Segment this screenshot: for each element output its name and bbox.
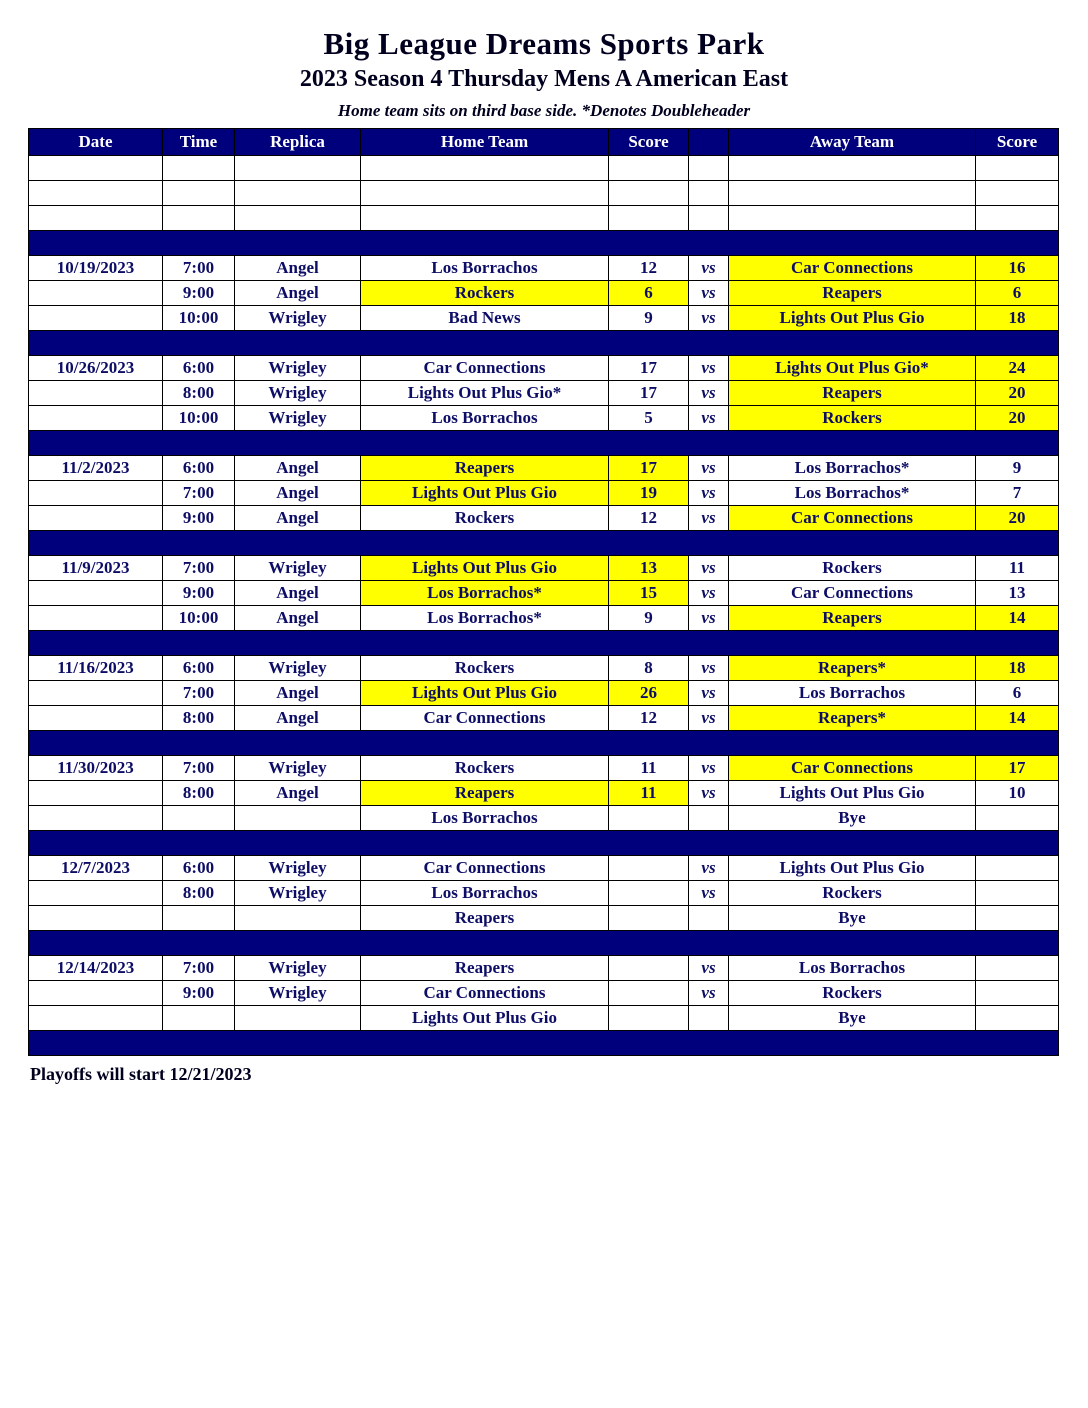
time-cell [163,906,235,931]
game-row [29,856,1059,881]
away-team-cell: Car Connections [729,581,976,606]
home-score-cell: 12 [609,506,689,531]
empty-cell [163,156,235,181]
date-cell [29,306,163,331]
game-row [29,956,1059,981]
away-team-cell: Rockers [729,556,976,581]
column-header-score: Score [976,129,1059,156]
home-score-cell: 12 [609,256,689,281]
time-cell: 10:00 [163,306,235,331]
date-cell: 12/7/2023 [29,856,163,881]
time-cell: 8:00 [163,781,235,806]
away-team-cell: Lights Out Plus Gio* [729,356,976,381]
replica-cell: Angel [235,706,361,731]
separator-row [29,731,1059,756]
empty-cell [609,181,689,206]
away-score-cell [976,856,1059,881]
date-cell [29,806,163,831]
time-cell: 6:00 [163,856,235,881]
time-cell: 9:00 [163,981,235,1006]
away-score-cell: 24 [976,356,1059,381]
game-row [29,506,1059,531]
replica-cell: Wrigley [235,556,361,581]
separator-row [29,931,1059,956]
empty-cell [729,181,976,206]
game-row [29,281,1059,306]
vs-cell: vs [689,956,729,981]
away-team-cell: Car Connections [729,506,976,531]
empty-row [29,181,1059,206]
time-cell [163,1006,235,1031]
away-team-cell: Reapers* [729,706,976,731]
date-cell: 11/30/2023 [29,756,163,781]
date-cell [29,281,163,306]
empty-cell [235,156,361,181]
home-team-cell: Reapers [361,781,609,806]
away-score-cell [976,906,1059,931]
away-score-cell [976,881,1059,906]
home-score-cell [609,806,689,831]
away-score-cell: 7 [976,481,1059,506]
empty-cell [729,156,976,181]
home-team-cell: Car Connections [361,981,609,1006]
home-team-cell: Lights Out Plus Gio* [361,381,609,406]
playoffs-note: Playoffs will start 12/21/2023 [30,1064,252,1084]
game-row [29,681,1059,706]
date-cell [29,981,163,1006]
home-team-cell: Lights Out Plus Gio [361,681,609,706]
empty-cell [163,206,235,231]
home-team-cell: Rockers [361,281,609,306]
away-score-cell: 9 [976,456,1059,481]
away-score-cell [976,806,1059,831]
away-score-cell: 14 [976,706,1059,731]
vs-cell: vs [689,456,729,481]
replica-cell [235,906,361,931]
home-score-cell: 8 [609,656,689,681]
date-cell: 10/26/2023 [29,356,163,381]
vs-cell [689,1006,729,1031]
empty-cell [235,181,361,206]
separator-cell [29,531,1059,556]
date-cell: 12/14/2023 [29,956,163,981]
vs-cell: vs [689,381,729,406]
replica-cell: Wrigley [235,656,361,681]
home-score-cell [609,1006,689,1031]
vs-cell: vs [689,581,729,606]
vs-cell: vs [689,481,729,506]
away-team-cell: Reapers [729,381,976,406]
date-cell [29,581,163,606]
column-header-replica: Replica [235,129,361,156]
home-team-cell: Los Borrachos* [361,581,609,606]
date-cell: 11/9/2023 [29,556,163,581]
date-cell [29,406,163,431]
home-score-cell: 17 [609,356,689,381]
away-score-cell: 20 [976,406,1059,431]
home-score-cell: 13 [609,556,689,581]
away-score-cell: 14 [976,606,1059,631]
away-score-cell [976,981,1059,1006]
vs-cell [689,906,729,931]
date-cell [29,706,163,731]
game-row [29,656,1059,681]
home-score-cell: 11 [609,781,689,806]
away-score-cell: 18 [976,656,1059,681]
replica-cell: Wrigley [235,306,361,331]
home-score-cell: 11 [609,756,689,781]
empty-row [29,206,1059,231]
date-cell [29,381,163,406]
game-row [29,256,1059,281]
home-score-cell [609,881,689,906]
replica-cell [235,806,361,831]
separator-row [29,531,1059,556]
away-team-cell: Lights Out Plus Gio [729,306,976,331]
home-score-cell: 9 [609,606,689,631]
game-row [29,756,1059,781]
replica-cell: Angel [235,256,361,281]
home-team-cell: Los Borrachos* [361,606,609,631]
game-row [29,556,1059,581]
replica-cell: Wrigley [235,406,361,431]
empty-cell [729,206,976,231]
home-team-cell: Los Borrachos [361,256,609,281]
home-score-cell: 17 [609,381,689,406]
vs-cell: vs [689,706,729,731]
date-cell [29,681,163,706]
date-cell [29,1006,163,1031]
away-team-cell: Car Connections [729,756,976,781]
replica-cell: Angel [235,781,361,806]
separator-row [29,331,1059,356]
time-cell: 7:00 [163,681,235,706]
home-team-cell: Lights Out Plus Gio [361,1006,609,1031]
home-team-cell: Lights Out Plus Gio [361,481,609,506]
game-row [29,406,1059,431]
away-score-cell: 13 [976,581,1059,606]
empty-cell [235,206,361,231]
separator-row [29,831,1059,856]
date-cell [29,506,163,531]
vs-cell: vs [689,881,729,906]
empty-cell [361,181,609,206]
time-cell: 7:00 [163,756,235,781]
away-score-cell [976,1006,1059,1031]
game-row [29,356,1059,381]
away-score-cell: 20 [976,381,1059,406]
replica-cell [235,1006,361,1031]
column-header-time: Time [163,129,235,156]
game-row [29,806,1059,831]
home-team-cell: Los Borrachos [361,406,609,431]
away-score-cell: 16 [976,256,1059,281]
separator-cell [29,931,1059,956]
home-score-cell: 5 [609,406,689,431]
away-team-cell: Rockers [729,881,976,906]
away-score-cell: 18 [976,306,1059,331]
replica-cell: Angel [235,606,361,631]
vs-cell: vs [689,556,729,581]
away-team-cell: Reapers* [729,656,976,681]
away-score-cell: 20 [976,506,1059,531]
replica-cell: Wrigley [235,856,361,881]
time-cell: 8:00 [163,881,235,906]
empty-cell [29,156,163,181]
replica-cell: Angel [235,281,361,306]
home-score-cell: 6 [609,281,689,306]
time-cell: 7:00 [163,956,235,981]
home-team-cell: Rockers [361,756,609,781]
game-row [29,981,1059,1006]
empty-cell [361,206,609,231]
vs-cell: vs [689,981,729,1006]
away-team-cell: Rockers [729,981,976,1006]
schedule-body [29,156,1059,1056]
date-cell: 11/2/2023 [29,456,163,481]
away-team-cell: Reapers [729,606,976,631]
time-cell: 6:00 [163,656,235,681]
vs-cell: vs [689,506,729,531]
away-score-cell: 6 [976,281,1059,306]
game-row [29,306,1059,331]
game-row [29,481,1059,506]
separator-cell [29,1031,1059,1056]
home-score-cell [609,981,689,1006]
away-team-cell: Los Borrachos* [729,481,976,506]
away-team-cell: Car Connections [729,256,976,281]
replica-cell: Angel [235,506,361,531]
vs-cell: vs [689,856,729,881]
game-row [29,781,1059,806]
column-header-home-team: Home Team [361,129,609,156]
time-cell: 9:00 [163,281,235,306]
replica-cell: Angel [235,456,361,481]
away-score-cell: 17 [976,756,1059,781]
away-team-cell: Lights Out Plus Gio [729,856,976,881]
time-cell: 10:00 [163,406,235,431]
separator-cell [29,431,1059,456]
replica-cell: Wrigley [235,756,361,781]
empty-cell [609,206,689,231]
time-cell: 8:00 [163,381,235,406]
home-team-cell: Rockers [361,506,609,531]
home-score-cell [609,856,689,881]
vs-cell: vs [689,606,729,631]
vs-cell: vs [689,756,729,781]
date-cell: 11/16/2023 [29,656,163,681]
time-cell: 8:00 [163,706,235,731]
game-row [29,381,1059,406]
away-team-cell: Rockers [729,406,976,431]
vs-cell: vs [689,256,729,281]
date-cell [29,906,163,931]
column-header-date: Date [29,129,163,156]
away-score-cell [976,956,1059,981]
home-team-cell: Reapers [361,456,609,481]
empty-cell [163,181,235,206]
empty-cell [689,181,729,206]
vs-cell: vs [689,356,729,381]
home-team-cell: Los Borrachos [361,881,609,906]
date-cell [29,781,163,806]
date-cell [29,481,163,506]
home-score-cell [609,906,689,931]
vs-cell: vs [689,681,729,706]
empty-cell [976,206,1059,231]
replica-cell: Angel [235,481,361,506]
away-score-cell: 6 [976,681,1059,706]
replica-cell: Wrigley [235,881,361,906]
vs-cell: vs [689,656,729,681]
empty-row [29,156,1059,181]
empty-cell [689,156,729,181]
home-team-cell: Car Connections [361,356,609,381]
time-cell: 6:00 [163,456,235,481]
time-cell: 7:00 [163,256,235,281]
header-row [29,129,1059,156]
vs-cell: vs [689,306,729,331]
page-title: Big League Dreams Sports Park [323,26,765,61]
separator-row [29,431,1059,456]
game-row [29,581,1059,606]
time-cell: 9:00 [163,506,235,531]
vs-cell: vs [689,281,729,306]
season-subtitle: 2023 Season 4 Thursday Mens A American East [299,66,789,92]
home-team-cell: Reapers [361,906,609,931]
home-team-cell: Car Connections [361,706,609,731]
game-row [29,456,1059,481]
vs-cell [689,806,729,831]
empty-cell [29,206,163,231]
home-score-cell: 9 [609,306,689,331]
replica-cell: Wrigley [235,956,361,981]
column-header-away-team: Away Team [729,129,976,156]
home-team-cell: Rockers [361,656,609,681]
schedule-note: Home team sits on third base side. *Denotes Doubleheader [337,101,751,120]
empty-cell [361,156,609,181]
home-team-cell: Los Borrachos [361,806,609,831]
away-team-cell: Lights Out Plus Gio [729,781,976,806]
empty-cell [689,206,729,231]
time-cell: 7:00 [163,481,235,506]
away-score-cell: 10 [976,781,1059,806]
away-team-cell: Reapers [729,281,976,306]
separator-row [29,1031,1059,1056]
away-score-cell: 11 [976,556,1059,581]
home-score-cell: 15 [609,581,689,606]
schedule-table [28,128,1059,1056]
time-cell [163,806,235,831]
home-team-cell: Car Connections [361,856,609,881]
replica-cell: Angel [235,681,361,706]
separator-cell [29,831,1059,856]
empty-cell [609,156,689,181]
date-cell: 10/19/2023 [29,256,163,281]
empty-cell [976,156,1059,181]
away-team-cell: Bye [729,1006,976,1031]
home-score-cell: 12 [609,706,689,731]
away-team-cell: Bye [729,806,976,831]
away-team-cell: Bye [729,906,976,931]
game-row [29,706,1059,731]
empty-cell [29,181,163,206]
column-header-score: Score [609,129,689,156]
game-row [29,606,1059,631]
game-row [29,881,1059,906]
separator-cell [29,331,1059,356]
away-team-cell: Los Borrachos* [729,456,976,481]
time-cell: 6:00 [163,356,235,381]
separator-row [29,231,1059,256]
column-header-vs [689,129,729,156]
home-score-cell: 26 [609,681,689,706]
game-row [29,1006,1059,1031]
replica-cell: Wrigley [235,981,361,1006]
away-team-cell: Los Borrachos [729,681,976,706]
home-team-cell: Reapers [361,956,609,981]
home-team-cell: Lights Out Plus Gio [361,556,609,581]
replica-cell: Angel [235,581,361,606]
time-cell: 10:00 [163,606,235,631]
game-row [29,906,1059,931]
empty-cell [976,181,1059,206]
home-team-cell: Bad News [361,306,609,331]
separator-cell [29,631,1059,656]
home-score-cell: 19 [609,481,689,506]
vs-cell: vs [689,406,729,431]
replica-cell: Wrigley [235,381,361,406]
date-cell [29,881,163,906]
time-cell: 9:00 [163,581,235,606]
separator-cell [29,231,1059,256]
date-cell [29,606,163,631]
away-team-cell: Los Borrachos [729,956,976,981]
time-cell: 7:00 [163,556,235,581]
vs-cell: vs [689,781,729,806]
home-score-cell [609,956,689,981]
home-score-cell: 17 [609,456,689,481]
replica-cell: Wrigley [235,356,361,381]
separator-cell [29,731,1059,756]
separator-row [29,631,1059,656]
